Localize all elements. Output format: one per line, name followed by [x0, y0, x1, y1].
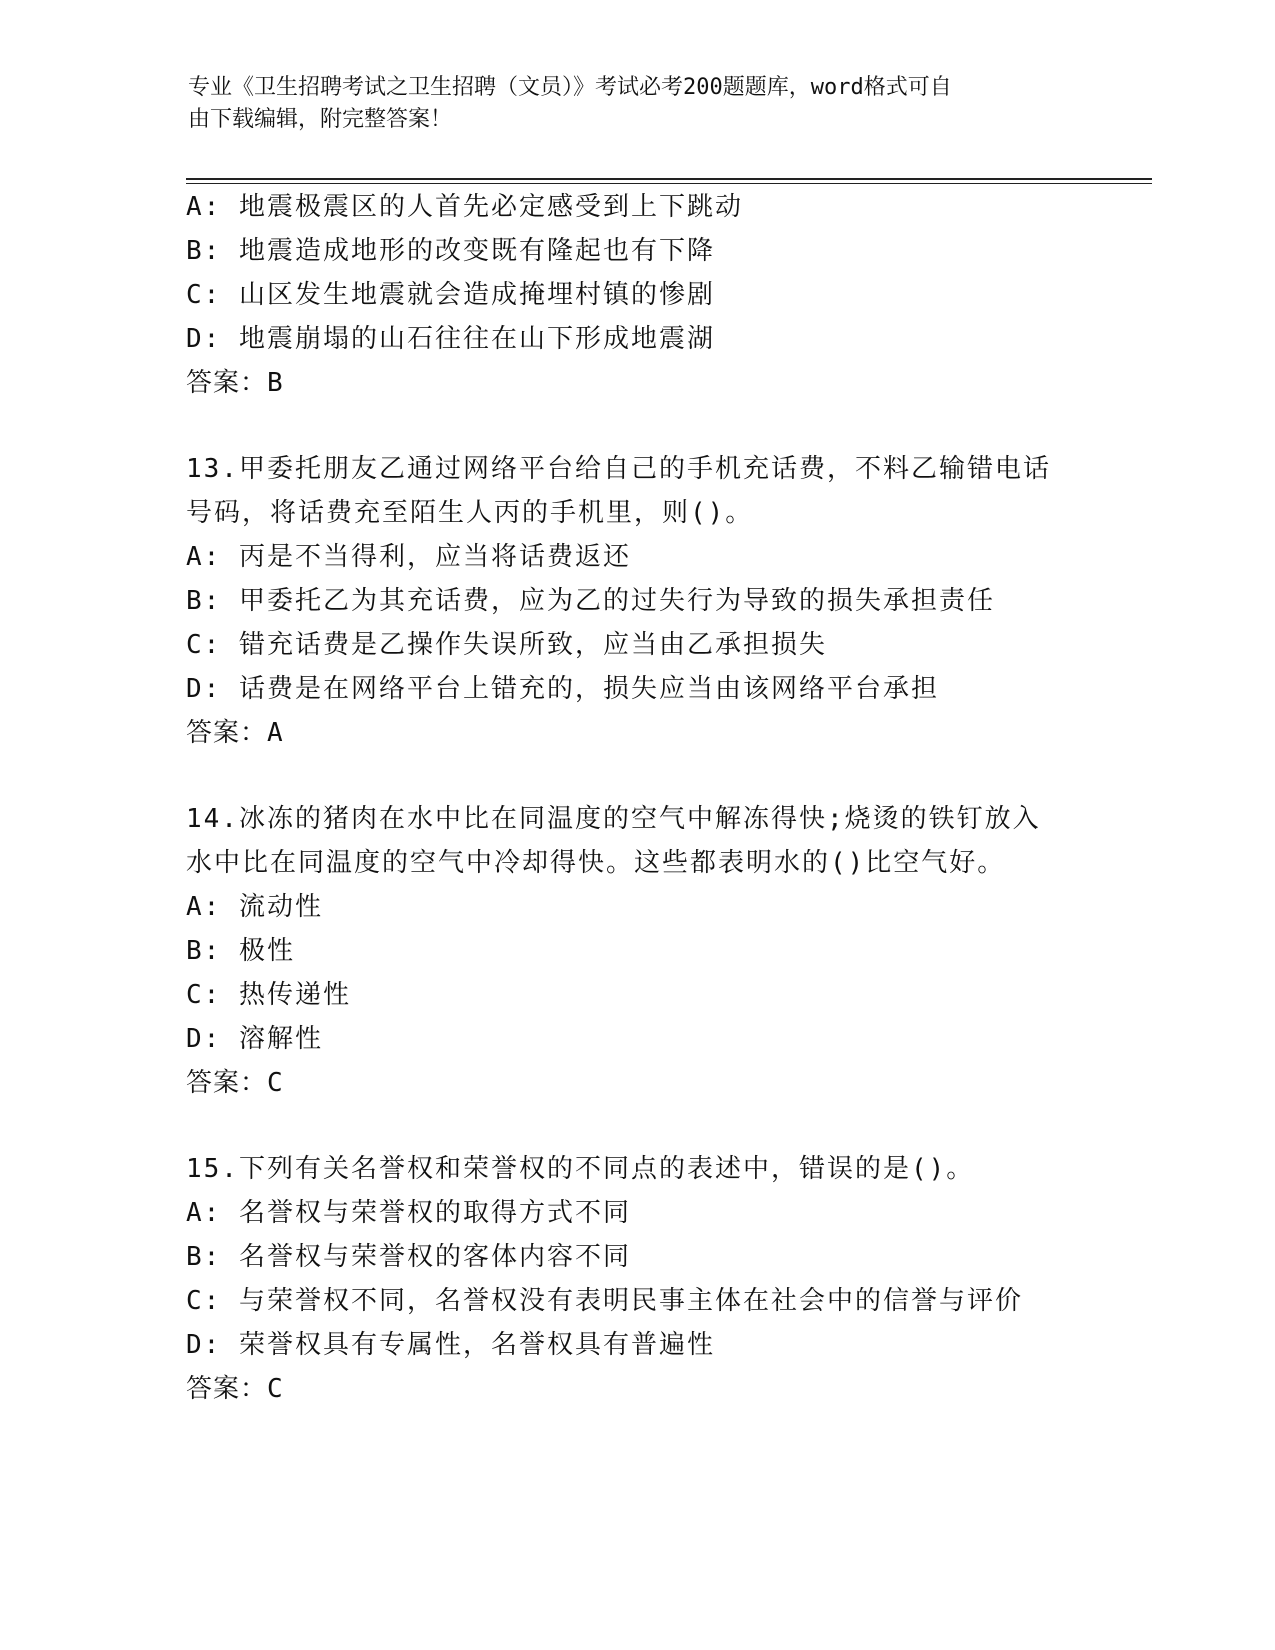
header-rule-thin [186, 183, 1152, 184]
q15-stem-line-1: 15.下列有关名誉权和荣誉权的不同点的表述中，错误的是()。 [186, 1154, 975, 1184]
q12-option-b: B: 地震造成地形的改变既有隆起也有下降 [186, 236, 715, 266]
q13-stem-line-1: 13.甲委托朋友乙通过网络平台给自己的手机充话费，不料乙输错电话 [186, 454, 1051, 484]
q12-option-d: D: 地震崩塌的山石往往在山下形成地震湖 [186, 324, 715, 354]
q14-option-c: C: 热传递性 [186, 980, 351, 1010]
q13-option-b: B: 甲委托乙为其充话费，应为乙的过失行为导致的损失承担责任 [186, 586, 995, 616]
q14-stem-line-1: 14.冰冻的猪肉在水中比在同温度的空气中解冻得快;烧烫的铁钉放入 [186, 804, 1041, 834]
q15-option-c: C: 与荣誉权不同，名誉权没有表明民事主体在社会中的信誉与评价 [186, 1286, 1023, 1316]
q13-option-c: C: 错充话费是乙操作失误所致，应当由乙承担损失 [186, 630, 827, 660]
q13-option-a: A: 丙是不当得利，应当将话费返还 [186, 542, 631, 572]
header-rule-thick [186, 178, 1152, 180]
q12-answer: 答案：B [186, 368, 284, 398]
q14-option-b: B: 极性 [186, 936, 295, 966]
q14-option-a: A: 流动性 [186, 892, 323, 922]
q12-option-a: A: 地震极震区的人首先必定感受到上下跳动 [186, 192, 743, 222]
header-line-2: 由下载编辑，附完整答案！ [188, 107, 453, 132]
q13-answer: 答案：A [186, 718, 284, 748]
document-header [188, 72, 1068, 136]
q14-option-d: D: 溶解性 [186, 1024, 323, 1054]
q15-option-d: D: 荣誉权具有专属性，名誉权具有普遍性 [186, 1330, 715, 1360]
q14-answer: 答案：C [186, 1068, 284, 1098]
q12-option-c: C: 山区发生地震就会造成掩埋村镇的惨剧 [186, 280, 715, 310]
q13-option-d: D: 话费是在网络平台上错充的，损失应当由该网络平台承担 [186, 674, 939, 704]
q15-option-b: B: 名誉权与荣誉权的客体内容不同 [186, 1242, 631, 1272]
q15-option-a: A: 名誉权与荣誉权的取得方式不同 [186, 1198, 631, 1228]
header-line-1: 专业《卫生招聘考试之卫生招聘（文员）》考试必考200题题库，word格式可自 [188, 75, 952, 100]
q14-stem-line-2: 水中比在同温度的空气中冷却得快。这些都表明水的()比空气好。 [186, 848, 1006, 878]
q13-stem-line-2: 号码，将话费充至陌生人丙的手机里，则()。 [186, 498, 754, 528]
q15-answer: 答案：C [186, 1374, 284, 1404]
